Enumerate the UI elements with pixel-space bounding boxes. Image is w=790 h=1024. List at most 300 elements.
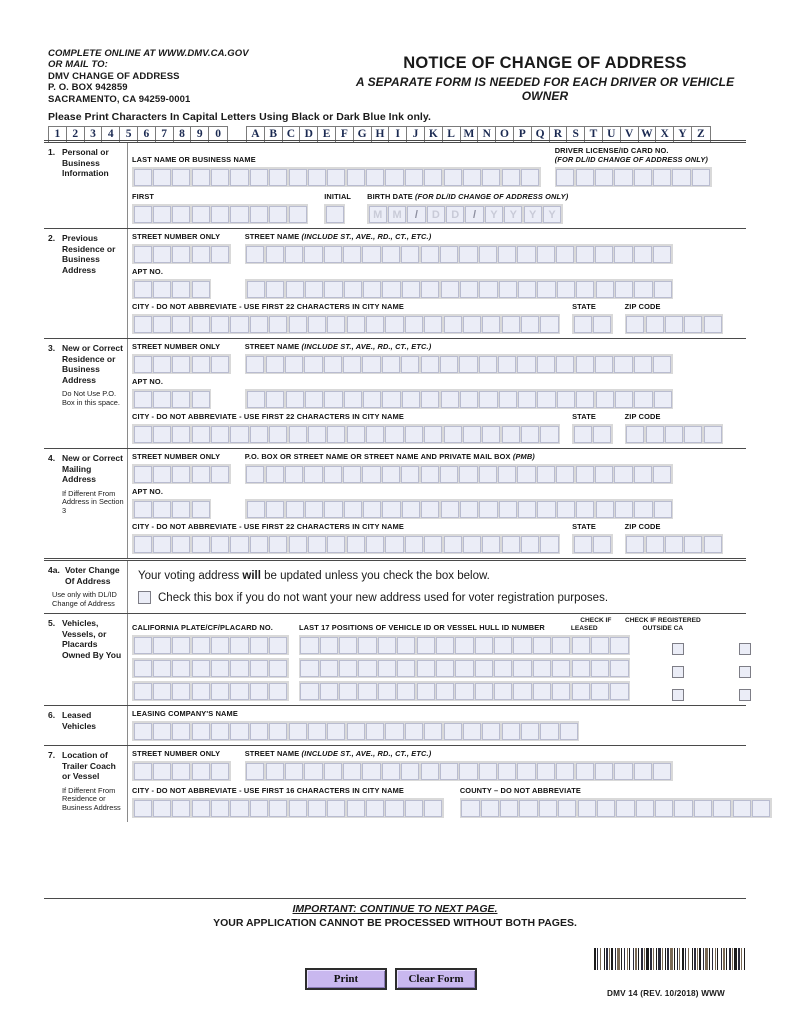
char-box[interactable] xyxy=(616,800,634,817)
s5-leased-checkbox-1[interactable] xyxy=(672,643,684,655)
char-box[interactable] xyxy=(192,660,210,677)
char-box[interactable] xyxy=(285,466,303,483)
char-box[interactable] xyxy=(378,660,396,677)
char-box[interactable] xyxy=(521,316,539,333)
char-box[interactable] xyxy=(172,316,190,333)
char-box[interactable] xyxy=(382,466,400,483)
char-box[interactable] xyxy=(574,536,592,553)
char-box[interactable] xyxy=(713,800,731,817)
char-box[interactable] xyxy=(153,466,171,483)
char-box[interactable] xyxy=(250,723,268,740)
char-box[interactable] xyxy=(192,800,210,817)
char-box[interactable] xyxy=(421,356,439,373)
char-box[interactable] xyxy=(463,536,481,553)
char-box[interactable] xyxy=(557,281,575,298)
char-box[interactable] xyxy=(556,763,574,780)
char-box[interactable] xyxy=(475,637,493,654)
char-box[interactable] xyxy=(378,683,396,700)
char-box[interactable] xyxy=(421,466,439,483)
char-box[interactable] xyxy=(576,466,594,483)
s6-company-input[interactable] xyxy=(132,721,579,741)
char-box[interactable] xyxy=(634,391,652,408)
char-box[interactable] xyxy=(537,391,555,408)
char-box[interactable] xyxy=(153,391,171,408)
char-box[interactable] xyxy=(324,281,342,298)
char-box[interactable] xyxy=(153,660,171,677)
char-box[interactable] xyxy=(134,246,152,263)
s5-vin-input-2[interactable] xyxy=(299,658,630,678)
s7-county-input[interactable] xyxy=(460,798,772,818)
char-box[interactable] xyxy=(610,683,628,700)
char-box[interactable] xyxy=(304,356,322,373)
char-box[interactable] xyxy=(518,391,536,408)
char-box[interactable] xyxy=(614,246,632,263)
char-box[interactable] xyxy=(266,356,284,373)
char-box[interactable] xyxy=(537,763,555,780)
char-box[interactable] xyxy=(494,637,512,654)
char-box[interactable] xyxy=(692,169,710,186)
char-box[interactable] xyxy=(405,723,423,740)
char-box[interactable] xyxy=(397,637,415,654)
char-box[interactable] xyxy=(440,763,458,780)
char-box[interactable] xyxy=(634,246,652,263)
char-box[interactable] xyxy=(537,356,555,373)
char-box[interactable] xyxy=(172,356,190,373)
char-box[interactable] xyxy=(211,763,229,780)
char-box[interactable] xyxy=(211,660,229,677)
char-box[interactable] xyxy=(286,501,304,518)
char-box[interactable] xyxy=(634,169,652,186)
s3-city-input[interactable] xyxy=(132,424,560,444)
char-box[interactable] xyxy=(230,169,248,186)
char-box[interactable] xyxy=(424,536,442,553)
char-box[interactable] xyxy=(499,501,517,518)
char-box[interactable] xyxy=(247,391,265,408)
char-box[interactable] xyxy=(172,501,190,518)
char-box[interactable] xyxy=(211,466,229,483)
char-box[interactable] xyxy=(556,169,574,186)
char-box[interactable] xyxy=(461,800,479,817)
char-box[interactable] xyxy=(405,800,423,817)
char-box[interactable] xyxy=(424,426,442,443)
char-box[interactable] xyxy=(153,356,171,373)
char-box[interactable] xyxy=(521,426,539,443)
char-box[interactable] xyxy=(500,800,518,817)
char-box[interactable] xyxy=(596,391,614,408)
char-box[interactable] xyxy=(134,169,152,186)
char-box[interactable] xyxy=(405,536,423,553)
char-box[interactable] xyxy=(655,800,673,817)
char-box[interactable] xyxy=(653,169,671,186)
char-box[interactable] xyxy=(517,466,535,483)
char-box[interactable] xyxy=(482,316,500,333)
char-box[interactable] xyxy=(382,246,400,263)
char-box[interactable] xyxy=(591,683,609,700)
char-box[interactable] xyxy=(595,466,613,483)
char-box[interactable] xyxy=(385,800,403,817)
char-box[interactable] xyxy=(556,246,574,263)
char-box[interactable] xyxy=(134,660,152,677)
char-box[interactable] xyxy=(320,660,338,677)
char-box[interactable] xyxy=(211,246,229,263)
char-box[interactable] xyxy=(269,316,287,333)
s2-street-number-input[interactable] xyxy=(132,244,231,264)
char-box[interactable] xyxy=(153,501,171,518)
char-box[interactable] xyxy=(421,281,439,298)
char-box[interactable] xyxy=(560,723,578,740)
char-box[interactable] xyxy=(402,391,420,408)
char-box[interactable] xyxy=(517,356,535,373)
char-box[interactable] xyxy=(576,356,594,373)
char-box[interactable] xyxy=(424,169,442,186)
char-box[interactable] xyxy=(475,660,493,677)
char-box[interactable] xyxy=(421,501,439,518)
char-box[interactable] xyxy=(320,683,338,700)
char-box[interactable] xyxy=(463,316,481,333)
birth-date-box-D[interactable] xyxy=(427,206,445,223)
char-box[interactable] xyxy=(576,391,594,408)
char-box[interactable] xyxy=(327,800,345,817)
char-box[interactable] xyxy=(192,466,210,483)
char-box[interactable] xyxy=(498,356,516,373)
char-box[interactable] xyxy=(192,391,210,408)
char-box[interactable] xyxy=(343,763,361,780)
char-box[interactable] xyxy=(459,246,477,263)
char-box[interactable] xyxy=(444,536,462,553)
char-box[interactable] xyxy=(436,683,454,700)
char-box[interactable] xyxy=(402,501,420,518)
char-box[interactable] xyxy=(230,637,248,654)
char-box[interactable] xyxy=(134,800,152,817)
char-box[interactable] xyxy=(192,281,210,298)
char-box[interactable] xyxy=(134,206,152,223)
char-box[interactable] xyxy=(576,281,594,298)
char-box[interactable] xyxy=(576,763,594,780)
char-box[interactable] xyxy=(653,356,671,373)
s2-state-input[interactable] xyxy=(572,314,613,334)
char-box[interactable] xyxy=(266,466,284,483)
char-box[interactable] xyxy=(269,723,287,740)
char-box[interactable] xyxy=(308,426,326,443)
char-box[interactable] xyxy=(230,426,248,443)
char-box[interactable] xyxy=(499,281,517,298)
char-box[interactable] xyxy=(366,316,384,333)
s7-street-name-input[interactable] xyxy=(245,761,673,781)
char-box[interactable] xyxy=(537,501,555,518)
char-box[interactable] xyxy=(153,316,171,333)
char-box[interactable] xyxy=(481,800,499,817)
char-box[interactable] xyxy=(250,637,268,654)
char-box[interactable] xyxy=(424,316,442,333)
char-box[interactable] xyxy=(324,763,342,780)
char-box[interactable] xyxy=(441,501,459,518)
char-box[interactable] xyxy=(269,637,287,654)
char-box[interactable] xyxy=(366,426,384,443)
char-box[interactable] xyxy=(192,763,210,780)
char-box[interactable] xyxy=(153,426,171,443)
char-box[interactable] xyxy=(615,281,633,298)
char-box[interactable] xyxy=(653,246,671,263)
char-box[interactable] xyxy=(269,660,287,677)
char-box[interactable] xyxy=(192,683,210,700)
char-box[interactable] xyxy=(172,391,190,408)
char-box[interactable] xyxy=(134,391,152,408)
char-box[interactable] xyxy=(324,501,342,518)
char-box[interactable] xyxy=(615,501,633,518)
char-box[interactable] xyxy=(482,426,500,443)
char-box[interactable] xyxy=(593,316,611,333)
char-box[interactable] xyxy=(646,536,664,553)
s4-pobox-line2-input[interactable] xyxy=(245,499,673,519)
char-box[interactable] xyxy=(344,501,362,518)
s3-apt-input[interactable] xyxy=(132,389,211,409)
char-box[interactable] xyxy=(636,800,654,817)
char-box[interactable] xyxy=(211,536,229,553)
birth-date-box-/[interactable] xyxy=(465,206,483,223)
s4-pobox-input[interactable] xyxy=(245,464,673,484)
char-box[interactable] xyxy=(192,246,210,263)
char-box[interactable] xyxy=(552,637,570,654)
char-box[interactable] xyxy=(320,637,338,654)
char-box[interactable] xyxy=(576,246,594,263)
char-box[interactable] xyxy=(324,466,342,483)
char-box[interactable] xyxy=(517,246,535,263)
s4-street-number-input[interactable] xyxy=(132,464,231,484)
char-box[interactable] xyxy=(362,356,380,373)
char-box[interactable] xyxy=(211,637,229,654)
char-box[interactable] xyxy=(475,683,493,700)
char-box[interactable] xyxy=(574,426,592,443)
char-box[interactable] xyxy=(246,246,264,263)
char-box[interactable] xyxy=(421,763,439,780)
char-box[interactable] xyxy=(308,316,326,333)
char-box[interactable] xyxy=(704,536,722,553)
char-box[interactable] xyxy=(463,169,481,186)
char-box[interactable] xyxy=(172,466,190,483)
char-box[interactable] xyxy=(402,281,420,298)
char-box[interactable] xyxy=(347,536,365,553)
char-box[interactable] xyxy=(327,426,345,443)
char-box[interactable] xyxy=(382,501,400,518)
char-box[interactable] xyxy=(339,683,357,700)
char-box[interactable] xyxy=(502,723,520,740)
s7-street-number-input[interactable] xyxy=(132,761,231,781)
char-box[interactable] xyxy=(578,800,596,817)
char-box[interactable] xyxy=(343,246,361,263)
char-box[interactable] xyxy=(211,723,229,740)
char-box[interactable] xyxy=(134,501,152,518)
char-box[interactable] xyxy=(266,246,284,263)
char-box[interactable] xyxy=(533,637,551,654)
char-box[interactable] xyxy=(556,356,574,373)
char-box[interactable] xyxy=(646,426,664,443)
char-box[interactable] xyxy=(246,356,264,373)
char-box[interactable] xyxy=(460,501,478,518)
char-box[interactable] xyxy=(363,281,381,298)
char-box[interactable] xyxy=(653,763,671,780)
char-box[interactable] xyxy=(134,763,152,780)
char-box[interactable] xyxy=(518,281,536,298)
char-box[interactable] xyxy=(385,316,403,333)
char-box[interactable] xyxy=(576,501,594,518)
char-box[interactable] xyxy=(521,169,539,186)
char-box[interactable] xyxy=(499,391,517,408)
s2-city-input[interactable] xyxy=(132,314,560,334)
char-box[interactable] xyxy=(421,391,439,408)
char-box[interactable] xyxy=(482,536,500,553)
char-box[interactable] xyxy=(289,206,307,223)
char-box[interactable] xyxy=(654,281,672,298)
char-box[interactable] xyxy=(285,763,303,780)
char-box[interactable] xyxy=(230,723,248,740)
char-box[interactable] xyxy=(358,683,376,700)
char-box[interactable] xyxy=(634,356,652,373)
birth-date-box-Y[interactable] xyxy=(524,206,542,223)
char-box[interactable] xyxy=(556,466,574,483)
char-box[interactable] xyxy=(134,536,152,553)
s3-state-input[interactable] xyxy=(572,424,613,444)
birth-date-box-/[interactable] xyxy=(407,206,425,223)
char-box[interactable] xyxy=(304,246,322,263)
char-box[interactable] xyxy=(540,723,558,740)
char-box[interactable] xyxy=(172,169,190,186)
char-box[interactable] xyxy=(557,501,575,518)
char-box[interactable] xyxy=(250,206,268,223)
char-box[interactable] xyxy=(153,683,171,700)
char-box[interactable] xyxy=(626,426,644,443)
char-box[interactable] xyxy=(572,683,590,700)
char-box[interactable] xyxy=(134,466,152,483)
char-box[interactable] xyxy=(266,281,284,298)
char-box[interactable] xyxy=(211,206,229,223)
s5-vin-input-3[interactable] xyxy=(299,681,630,701)
char-box[interactable] xyxy=(269,206,287,223)
char-box[interactable] xyxy=(326,206,344,223)
char-box[interactable] xyxy=(347,316,365,333)
char-box[interactable] xyxy=(300,637,318,654)
char-box[interactable] xyxy=(482,169,500,186)
char-box[interactable] xyxy=(595,356,613,373)
char-box[interactable] xyxy=(153,206,171,223)
char-box[interactable] xyxy=(153,169,171,186)
char-box[interactable] xyxy=(172,206,190,223)
char-box[interactable] xyxy=(192,169,210,186)
char-box[interactable] xyxy=(498,763,516,780)
char-box[interactable] xyxy=(327,536,345,553)
char-box[interactable] xyxy=(362,246,380,263)
char-box[interactable] xyxy=(153,637,171,654)
char-box[interactable] xyxy=(269,426,287,443)
birth-date-box-Y[interactable] xyxy=(543,206,561,223)
s5-leased-checkbox-3[interactable] xyxy=(672,689,684,701)
char-box[interactable] xyxy=(441,281,459,298)
s5-outside-ca-checkbox-1[interactable] xyxy=(739,643,751,655)
char-box[interactable] xyxy=(304,763,322,780)
char-box[interactable] xyxy=(463,723,481,740)
char-box[interactable] xyxy=(211,169,229,186)
char-box[interactable] xyxy=(479,763,497,780)
char-box[interactable] xyxy=(502,536,520,553)
char-box[interactable] xyxy=(286,391,304,408)
char-box[interactable] xyxy=(634,466,652,483)
s2-street-name-input[interactable] xyxy=(245,244,673,264)
char-box[interactable] xyxy=(192,316,210,333)
char-box[interactable] xyxy=(654,501,672,518)
s4-state-input[interactable] xyxy=(572,534,613,554)
char-box[interactable] xyxy=(153,536,171,553)
char-box[interactable] xyxy=(593,426,611,443)
char-box[interactable] xyxy=(552,683,570,700)
char-box[interactable] xyxy=(347,723,365,740)
char-box[interactable] xyxy=(441,391,459,408)
s3-zip-input[interactable] xyxy=(625,424,724,444)
char-box[interactable] xyxy=(366,800,384,817)
char-box[interactable] xyxy=(289,800,307,817)
char-box[interactable] xyxy=(610,637,628,654)
char-box[interactable] xyxy=(344,391,362,408)
char-box[interactable] xyxy=(424,800,442,817)
char-box[interactable] xyxy=(596,281,614,298)
char-box[interactable] xyxy=(540,536,558,553)
char-box[interactable] xyxy=(615,391,633,408)
char-box[interactable] xyxy=(463,426,481,443)
char-box[interactable] xyxy=(358,660,376,677)
char-box[interactable] xyxy=(436,660,454,677)
char-box[interactable] xyxy=(537,281,555,298)
char-box[interactable] xyxy=(285,246,303,263)
char-box[interactable] xyxy=(347,800,365,817)
s7-city-input[interactable] xyxy=(132,798,444,818)
char-box[interactable] xyxy=(211,316,229,333)
char-box[interactable] xyxy=(405,316,423,333)
char-box[interactable] xyxy=(172,723,190,740)
char-box[interactable] xyxy=(382,281,400,298)
char-box[interactable] xyxy=(460,391,478,408)
char-box[interactable] xyxy=(533,660,551,677)
char-box[interactable] xyxy=(704,426,722,443)
char-box[interactable] xyxy=(192,356,210,373)
s5-outside-ca-checkbox-3[interactable] xyxy=(739,689,751,701)
char-box[interactable] xyxy=(269,800,287,817)
char-box[interactable] xyxy=(246,466,264,483)
char-box[interactable] xyxy=(684,426,702,443)
char-box[interactable] xyxy=(247,501,265,518)
char-box[interactable] xyxy=(513,683,531,700)
char-box[interactable] xyxy=(572,660,590,677)
char-box[interactable] xyxy=(172,246,190,263)
s2-street-name-line2-input[interactable] xyxy=(245,279,673,299)
s2-zip-input[interactable] xyxy=(625,314,724,334)
char-box[interactable] xyxy=(366,536,384,553)
char-box[interactable] xyxy=(382,356,400,373)
char-box[interactable] xyxy=(405,426,423,443)
char-box[interactable] xyxy=(591,660,609,677)
char-box[interactable] xyxy=(247,281,265,298)
char-box[interactable] xyxy=(385,169,403,186)
char-box[interactable] xyxy=(444,169,462,186)
birth-date-box-Y[interactable] xyxy=(504,206,522,223)
char-box[interactable] xyxy=(289,536,307,553)
char-box[interactable] xyxy=(362,763,380,780)
char-box[interactable] xyxy=(289,723,307,740)
char-box[interactable] xyxy=(308,800,326,817)
char-box[interactable] xyxy=(513,637,531,654)
char-box[interactable] xyxy=(665,426,683,443)
char-box[interactable] xyxy=(286,281,304,298)
char-box[interactable] xyxy=(153,281,171,298)
birth-date-box-Y[interactable] xyxy=(485,206,503,223)
s4-zip-input[interactable] xyxy=(625,534,724,554)
